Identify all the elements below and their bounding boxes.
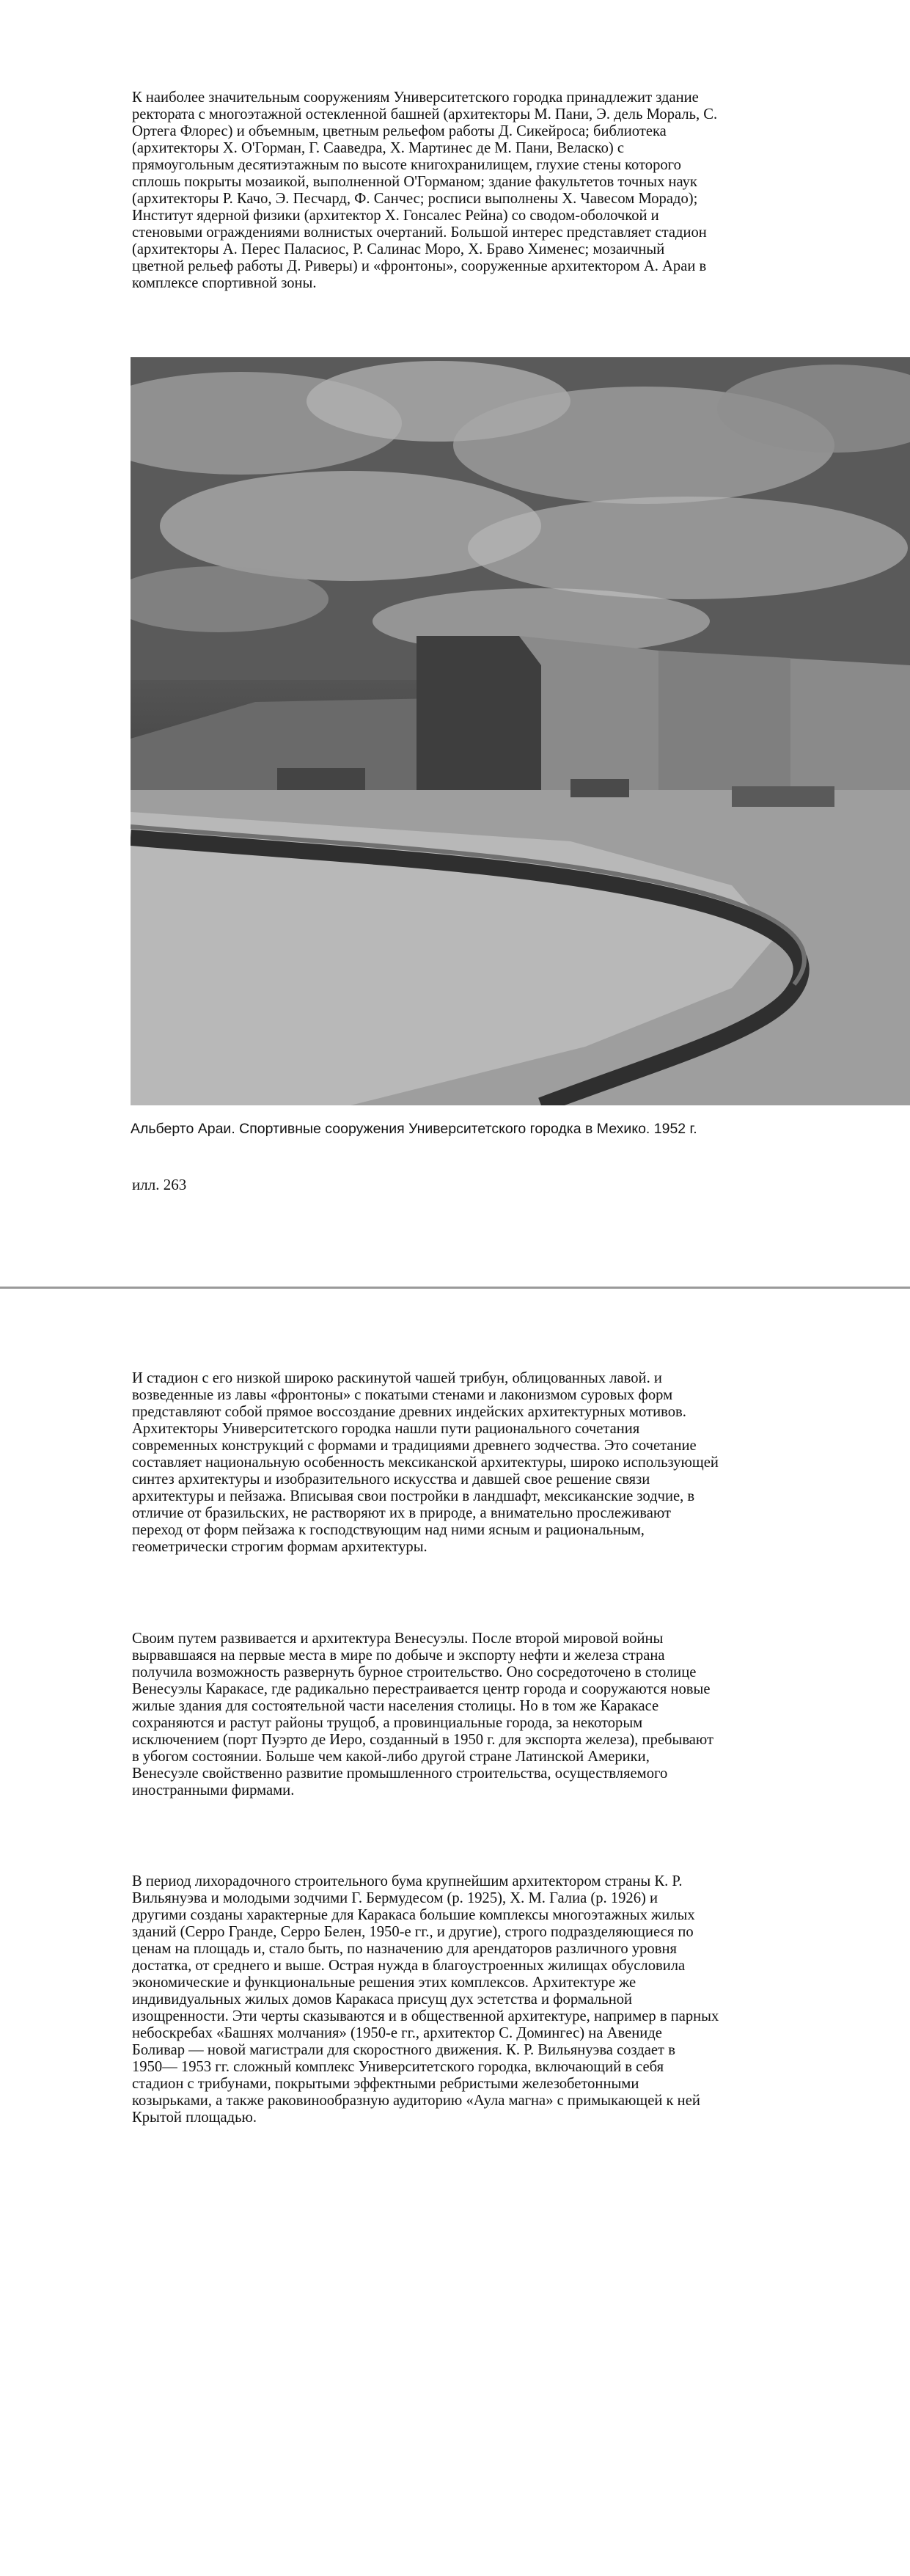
page2-paragraph-3: В период лихорадочного строительного бума крупнейшим архитектором страны К. Р. Вильянуэва и молодыми зодчими Г. Бермудесом (р. 1925), Х. М. Галиа (р. 1926) и другими созданы характерные для Каракаса большие комплексы многоэтажных жилых зданий (Серро Гранде, Серро Белен, 1950-е гг., и другие), строго подразделяющиеся по ценам на площадь и, стало быть, по назначению для арендаторов различного уровня достатка, от среднего и выше. Острая нужда в благоустроенных жилищах обусловила экономические и функциональные решения этих комплексов. Архитектуре же индивидуальных жилых домов Каракаса присущ дух эстетства и формальной изощренности. Эти черты сказываются и в общественной архитектуре, например в парных небоскребах «Башнях молчания» (1950-е гг., архитектор С. Домингес) на Авениде Боливар — новой магистрали для скоростного движения. К. Р. Вильянуэва создает в 1950— 1953 гг. сложный комплекс Университетского городка, включающий в себя стадион с трибунами, покрытыми эффектными ребристыми железобетонными козырьками, а также раковинообразную аудиторию «Аула магна» с примыкающей к ней Крытой площадью. <box>132 1873 719 2126</box>
stadium-photo-image <box>131 357 910 1105</box>
stadium-photo <box>131 357 910 1105</box>
page-1 <box>0 0 910 1287</box>
page-2 <box>0 1289 910 2576</box>
figure-caption: Альберто Араи. Спортивные сооружения Университетского городка в Мехико. 1952 г. <box>131 1121 697 1137</box>
page2-paragraph-1: И стадион с его низкой широко раскинутой чашей трибун, облицованных лавой. и возведенные из лавы «фронтоны» с покатыми стенами и лаконизмом суровых форм представляют собой прямое воссоздание древних индейских архитектурных мотивов. Архитекторы Университетского городка нашли пути рационального сочетания современных конструкций с формами и традициями древнего зодчества. Это сочетание составляет национальную особенность мексиканской архитектуры, широко использующей синтез архитектуры и изобразительного искусства и давшей свое решение связи архитектуры и пейзажа. Вписывая свои постройки в ландшафт, мексиканские зодчие, в отличие от бразильских, не растворяют их в природе, а внимательно прослеживают переход от форм пейзажа к господствующим над ними ясным и рациональным, геометрически строгим формам архитектуры. <box>132 1370 719 1555</box>
illustration-number: илл. 263 <box>132 1176 187 1193</box>
page1-paragraph: К наиболее значительным сооружениям Университетского городка принадлежит здание ректората с многоэтажной остекленной башней (архитекторы М. Пани, Э. дель Мораль, С. Ортега Флорес) и объемным, цветным рельефом работы Д. Сикейроса; библиотека (архитекторы Х. О'Горман, Г. Сааведра, Х. Мартинес де М. Пани, Веласко) с прямоугольным десятиэтажным по высоте книгохранилищем, глухие стены которого сплошь покрыты мозаикой, выполненной О'Горманом; здание факультетов точных наук (архитекторы Р. Качо, Э. Песчард, Ф. Санчес; росписи выполнены Х. Чавесом Морадо); Институт ядерной физики (архитектор Х. Гонсалес Рейна) со сводом-оболочкой и стеновыми ограждениями волнистых очертаний. Большой интерес представляет стадион (архитекторы А. Перес Паласиос, Р. Салинас Моро, Х. Браво Хименес; мозаичный цветной рельеф работы Д. Риверы) и «фронтоны», сооруженные архитектором А. Араи в комплексе спортивной зоны. <box>132 89 718 291</box>
page2-paragraph-2: Своим путем развивается и архитектура Венесуэлы. После второй мировой войны вырвавшаяся на первые места в мире по добыче и экспорту нефти и железа страна получила возможность развернуть бурное строительство. Оно сосредоточено в столице Венесуэлы Каракасе, где радикально перестраивается центр города и сооружаются новые жилые здания для состоятельной части населения столицы. Но в том же Каракасе сохраняются и растут районы трущоб, а провинциальные города, за некоторым исключением (порт Пуэрто де Иеро, созданный в 1950 г. для экспорта железа), пребывают в убогом состоянии. Больше чем какой-либо другой стране Латинской Америки, Венесуэле свойственно развитие промышленного строительства, осуществляемого иностранными фирмами. <box>132 1631 714 1799</box>
